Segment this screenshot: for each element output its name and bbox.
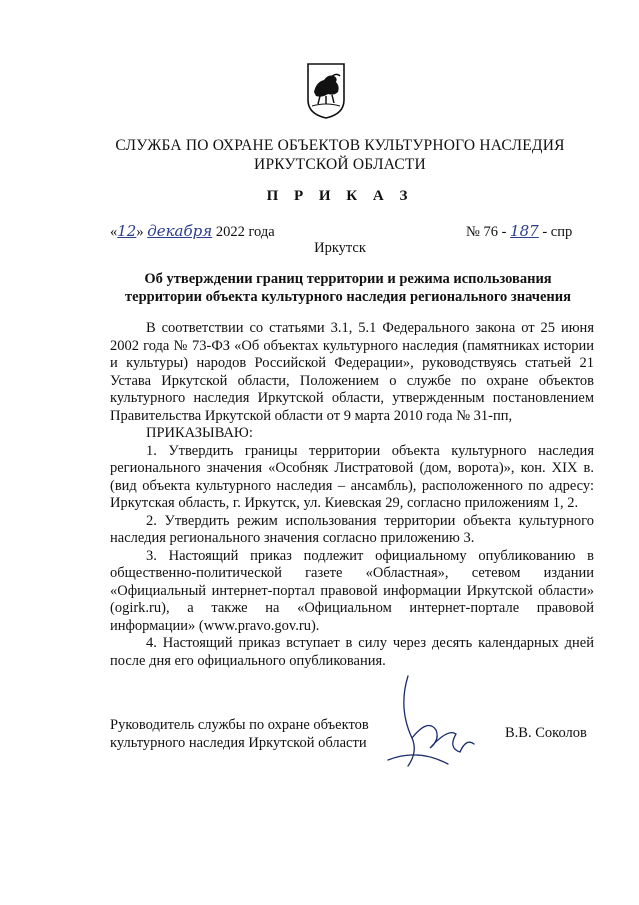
order-item-1: 1. Утвердить границы территории объекта культурного наследия регионального значения «Особняк Листратовой (дом, ворота)», кон. XIX в. (вид объекта культурного наследия – ансамбль), расположенного по адресу: Иркутская область, г. Иркутск, ул. Киевская 29, согласно приложениям 1, 2. [110, 442, 594, 511]
preamble: В соответствии со статьями 3.1, 5.1 Федерального закона от 25 июня 2002 года № 73-ФЗ «Об объектах культурного наследия (памятниках истории и культуры) народов Российской Федерации», руководствуясь статьей 21 Устава Иркутской области, Положением о службе по охране объектов культурного наследия Иркутской области, утвержденным постановлением Правительства Иркутской области от 9 марта 2010 года № 31-пп, [110, 320, 594, 424]
org-line-2: ИРКУТСКОЙ ОБЛАСТИ [254, 156, 426, 173]
position-line-2: культурного наследия Иркутской области [110, 735, 367, 751]
coat-of-arms-icon [306, 62, 346, 120]
date-month: декабря [147, 222, 213, 240]
date-quote-open: « [110, 224, 118, 240]
document-subject [110, 270, 586, 306]
handwritten-signature [378, 668, 478, 778]
date-year: 2022 года [215, 224, 275, 240]
subject-line-2: территории объекта культурного наследия регионального значения [125, 289, 571, 305]
number-prefix: № 76 - [466, 224, 507, 240]
organization-name [60, 136, 620, 174]
date-day: 12 [117, 222, 137, 240]
order-item-2: 2. Утвердить режим использования территории объекта культурного наследия регионального значения согласно приложению 3. [110, 512, 594, 546]
org-line-1: СЛУЖБА ПО ОХРАНЕ ОБЪЕКТОВ КУЛЬТУРНОГО НАСЛЕДИЯ [115, 137, 565, 154]
document-type: П Р И К А З [266, 188, 414, 204]
number-suffix: - спр [542, 224, 573, 240]
signatory-position [110, 716, 369, 752]
document-number [466, 222, 572, 241]
number-value: 187 [510, 222, 539, 240]
document-date [110, 222, 275, 241]
order-word: ПРИКАЗЫВАЮ: [146, 425, 253, 441]
order-item-4: 4. Настоящий приказ вступает в силу через десять календарных дней после дня его официального опубликования. [110, 635, 594, 669]
order-item-3: 3. Настоящий приказ подлежит официальному опубликованию в общественно-политической газете «Областная», сетевом издании «Официальный интернет-портал правовой информации Иркутской области» (ogirk.ru), а также на «Официальном интернет-портале правовой информации» (www.pravo.gov.ru). [110, 547, 594, 634]
position-line-1: Руководитель службы по охране объектов [110, 717, 369, 733]
signatory-name: В.В. Соколов [505, 725, 587, 741]
subject-line-1: Об утверждении границ территории и режима использования [144, 271, 552, 287]
city: Иркутск [314, 240, 366, 256]
document-body [110, 320, 594, 670]
date-quote-close: » [136, 224, 144, 240]
